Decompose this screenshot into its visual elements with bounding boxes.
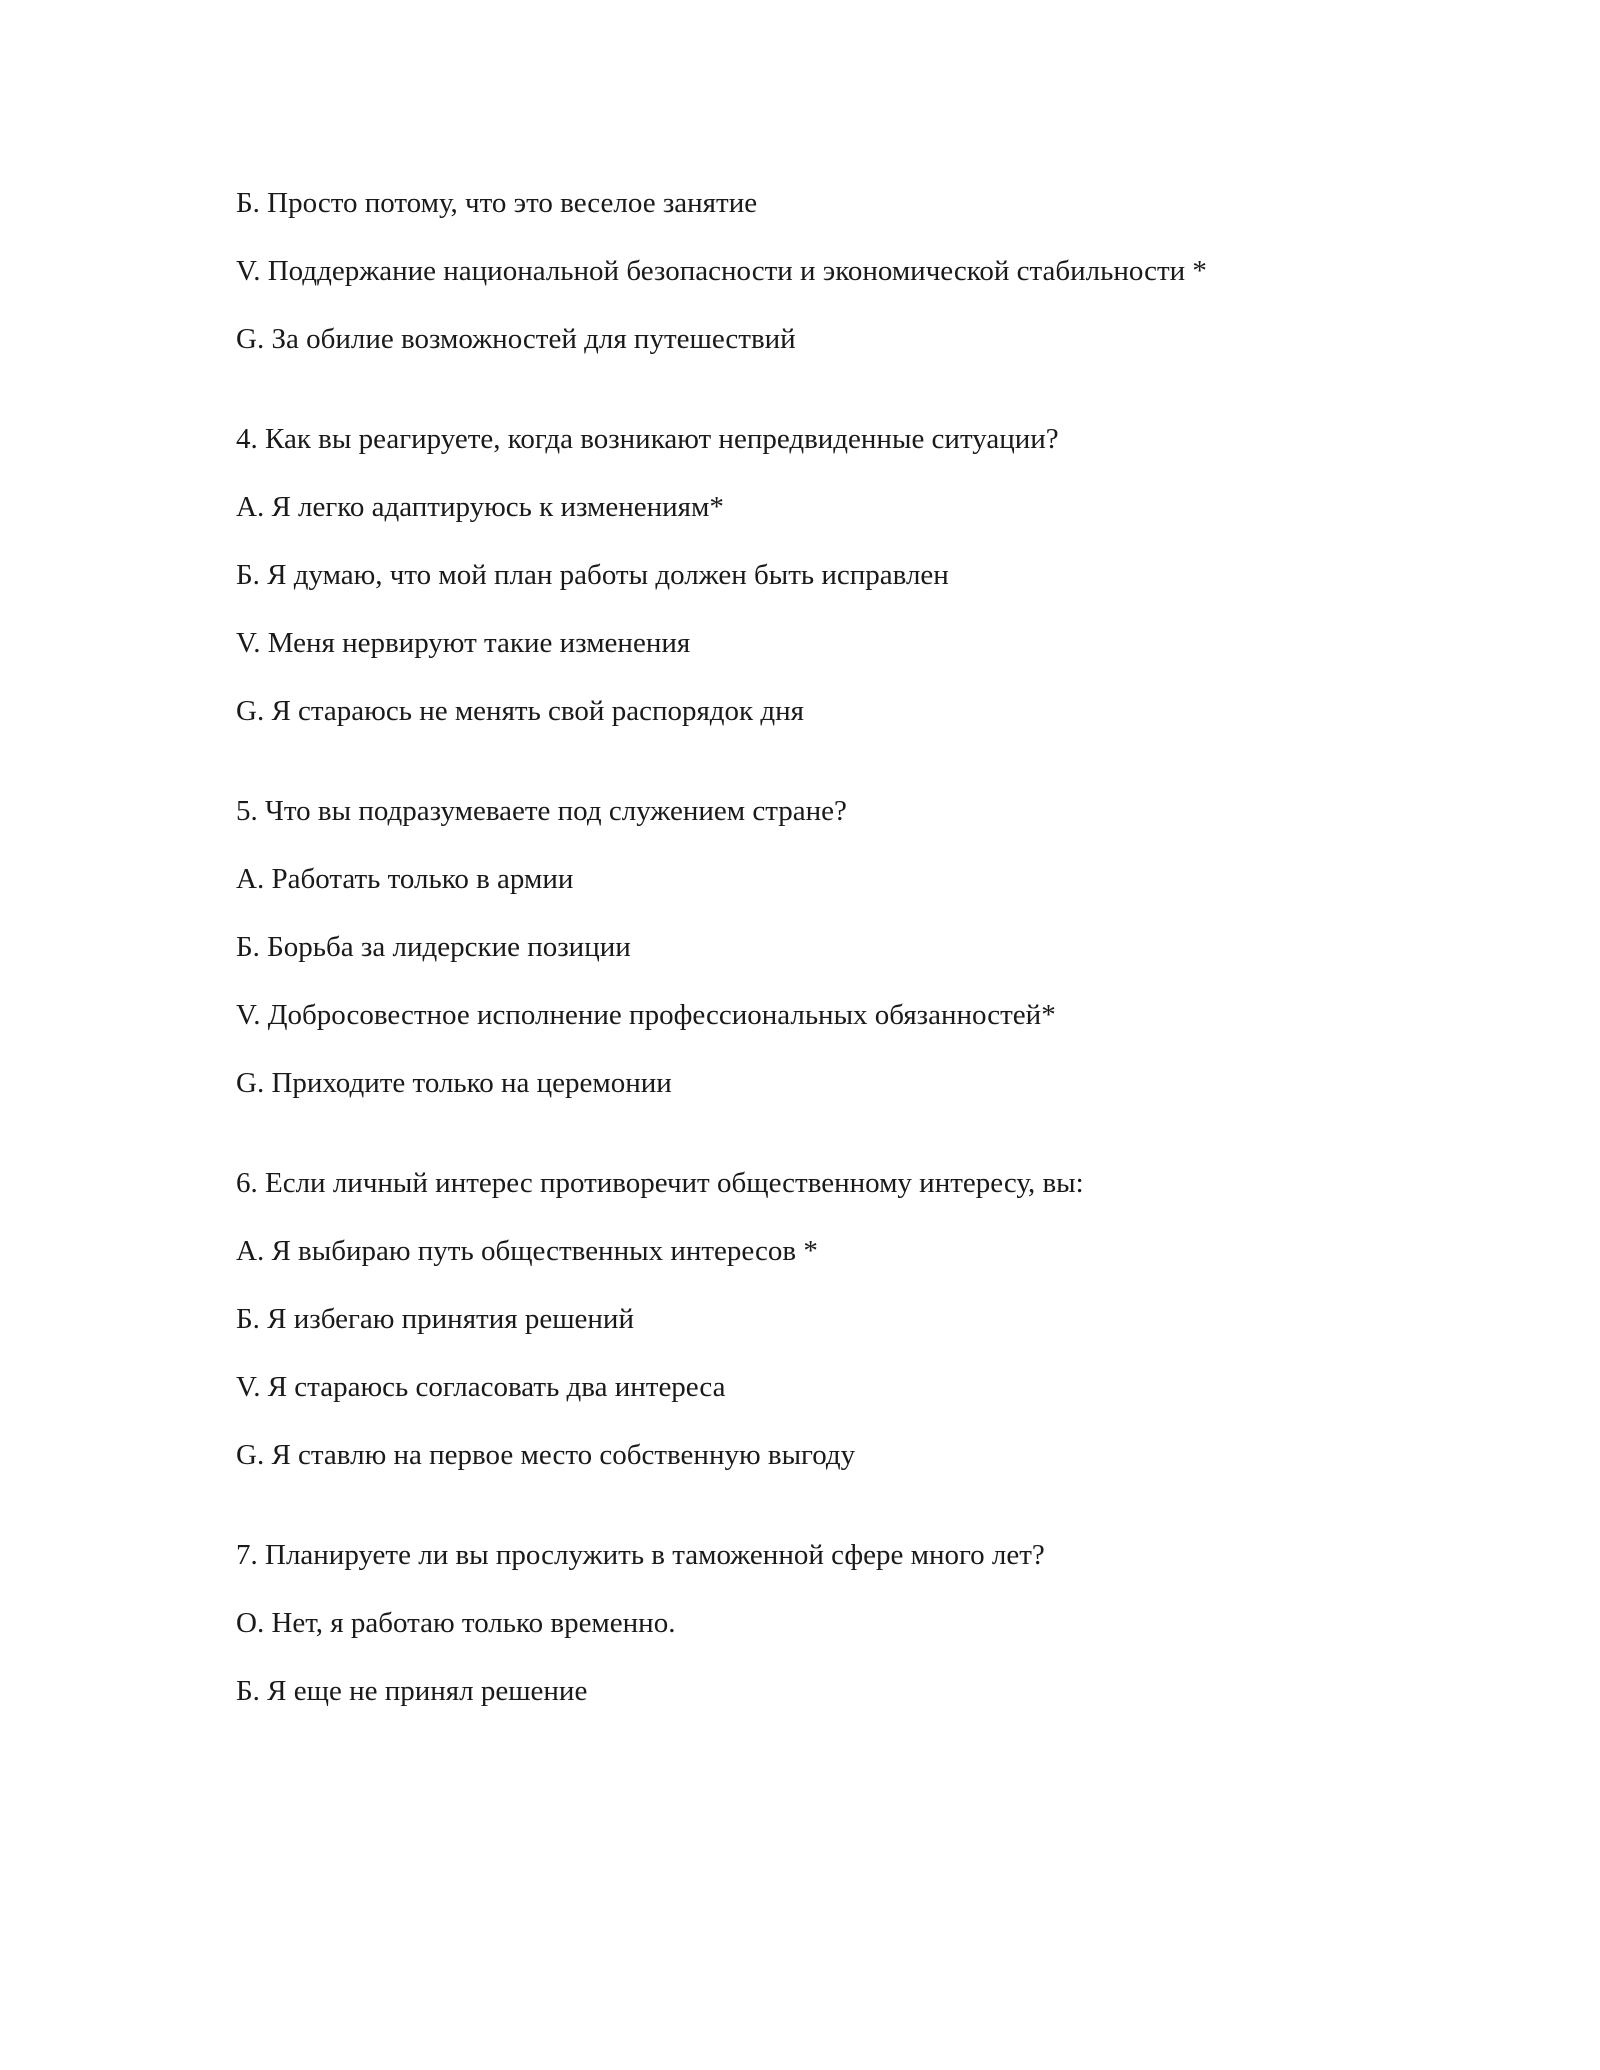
- question-text: 4. Как вы реагируете, когда возникают непредвиденные ситуации?: [236, 423, 1059, 455]
- answer-option: G. Приходите только на церемонии: [236, 1067, 672, 1099]
- questionnaire: [236, 185, 1416, 1773]
- answer-option: A. Я легко адаптируюсь к изменениям*: [236, 491, 724, 523]
- question-6: [236, 1165, 1416, 1473]
- answer-option: O. Нет, я работаю только временно.: [236, 1607, 676, 1639]
- question-text: 7. Планируете ли вы прослужить в таможенной сфере много лет?: [236, 1539, 1045, 1571]
- answer-option: V. Поддержание национальной безопасности и экономической стабильности *: [236, 255, 1207, 287]
- answer-option: G. Я ставлю на первое место собственную выгоду: [236, 1439, 856, 1471]
- answer-option: G. Я стараюсь не менять свой распорядок дня: [236, 695, 805, 727]
- answer-option: Б. Борьба за лидерские позиции: [236, 931, 631, 963]
- answer-option: Б. Я избегаю принятия решений: [236, 1303, 634, 1335]
- question-4: [236, 421, 1416, 729]
- answer-option: Б. Просто потому, что это веселое занятие: [236, 187, 758, 219]
- answer-option: V. Я стараюсь согласовать два интереса: [236, 1371, 726, 1403]
- answer-option: G. За обилие возможностей для путешествий: [236, 323, 796, 355]
- answer-option: Б. Я думаю, что мой план работы должен быть исправлен: [236, 559, 949, 591]
- answer-option: V. Добросовестное исполнение профессиональных обязанностей*: [236, 999, 1056, 1031]
- question-3-continuation: [236, 185, 1416, 357]
- answer-option: A. Работать только в армии: [236, 863, 574, 895]
- question-5: [236, 793, 1416, 1101]
- question-7: [236, 1537, 1416, 1709]
- question-text: 6. Если личный интерес противоречит общественному интересу, вы:: [236, 1167, 1084, 1199]
- question-text: 5. Что вы подразумеваете под служением стране?: [236, 795, 847, 827]
- answer-option: A. Я выбираю путь общественных интересов *: [236, 1235, 818, 1267]
- answer-option: Б. Я еще не принял решение: [236, 1675, 588, 1707]
- answer-option: V. Меня нервируют такие изменения: [236, 627, 691, 659]
